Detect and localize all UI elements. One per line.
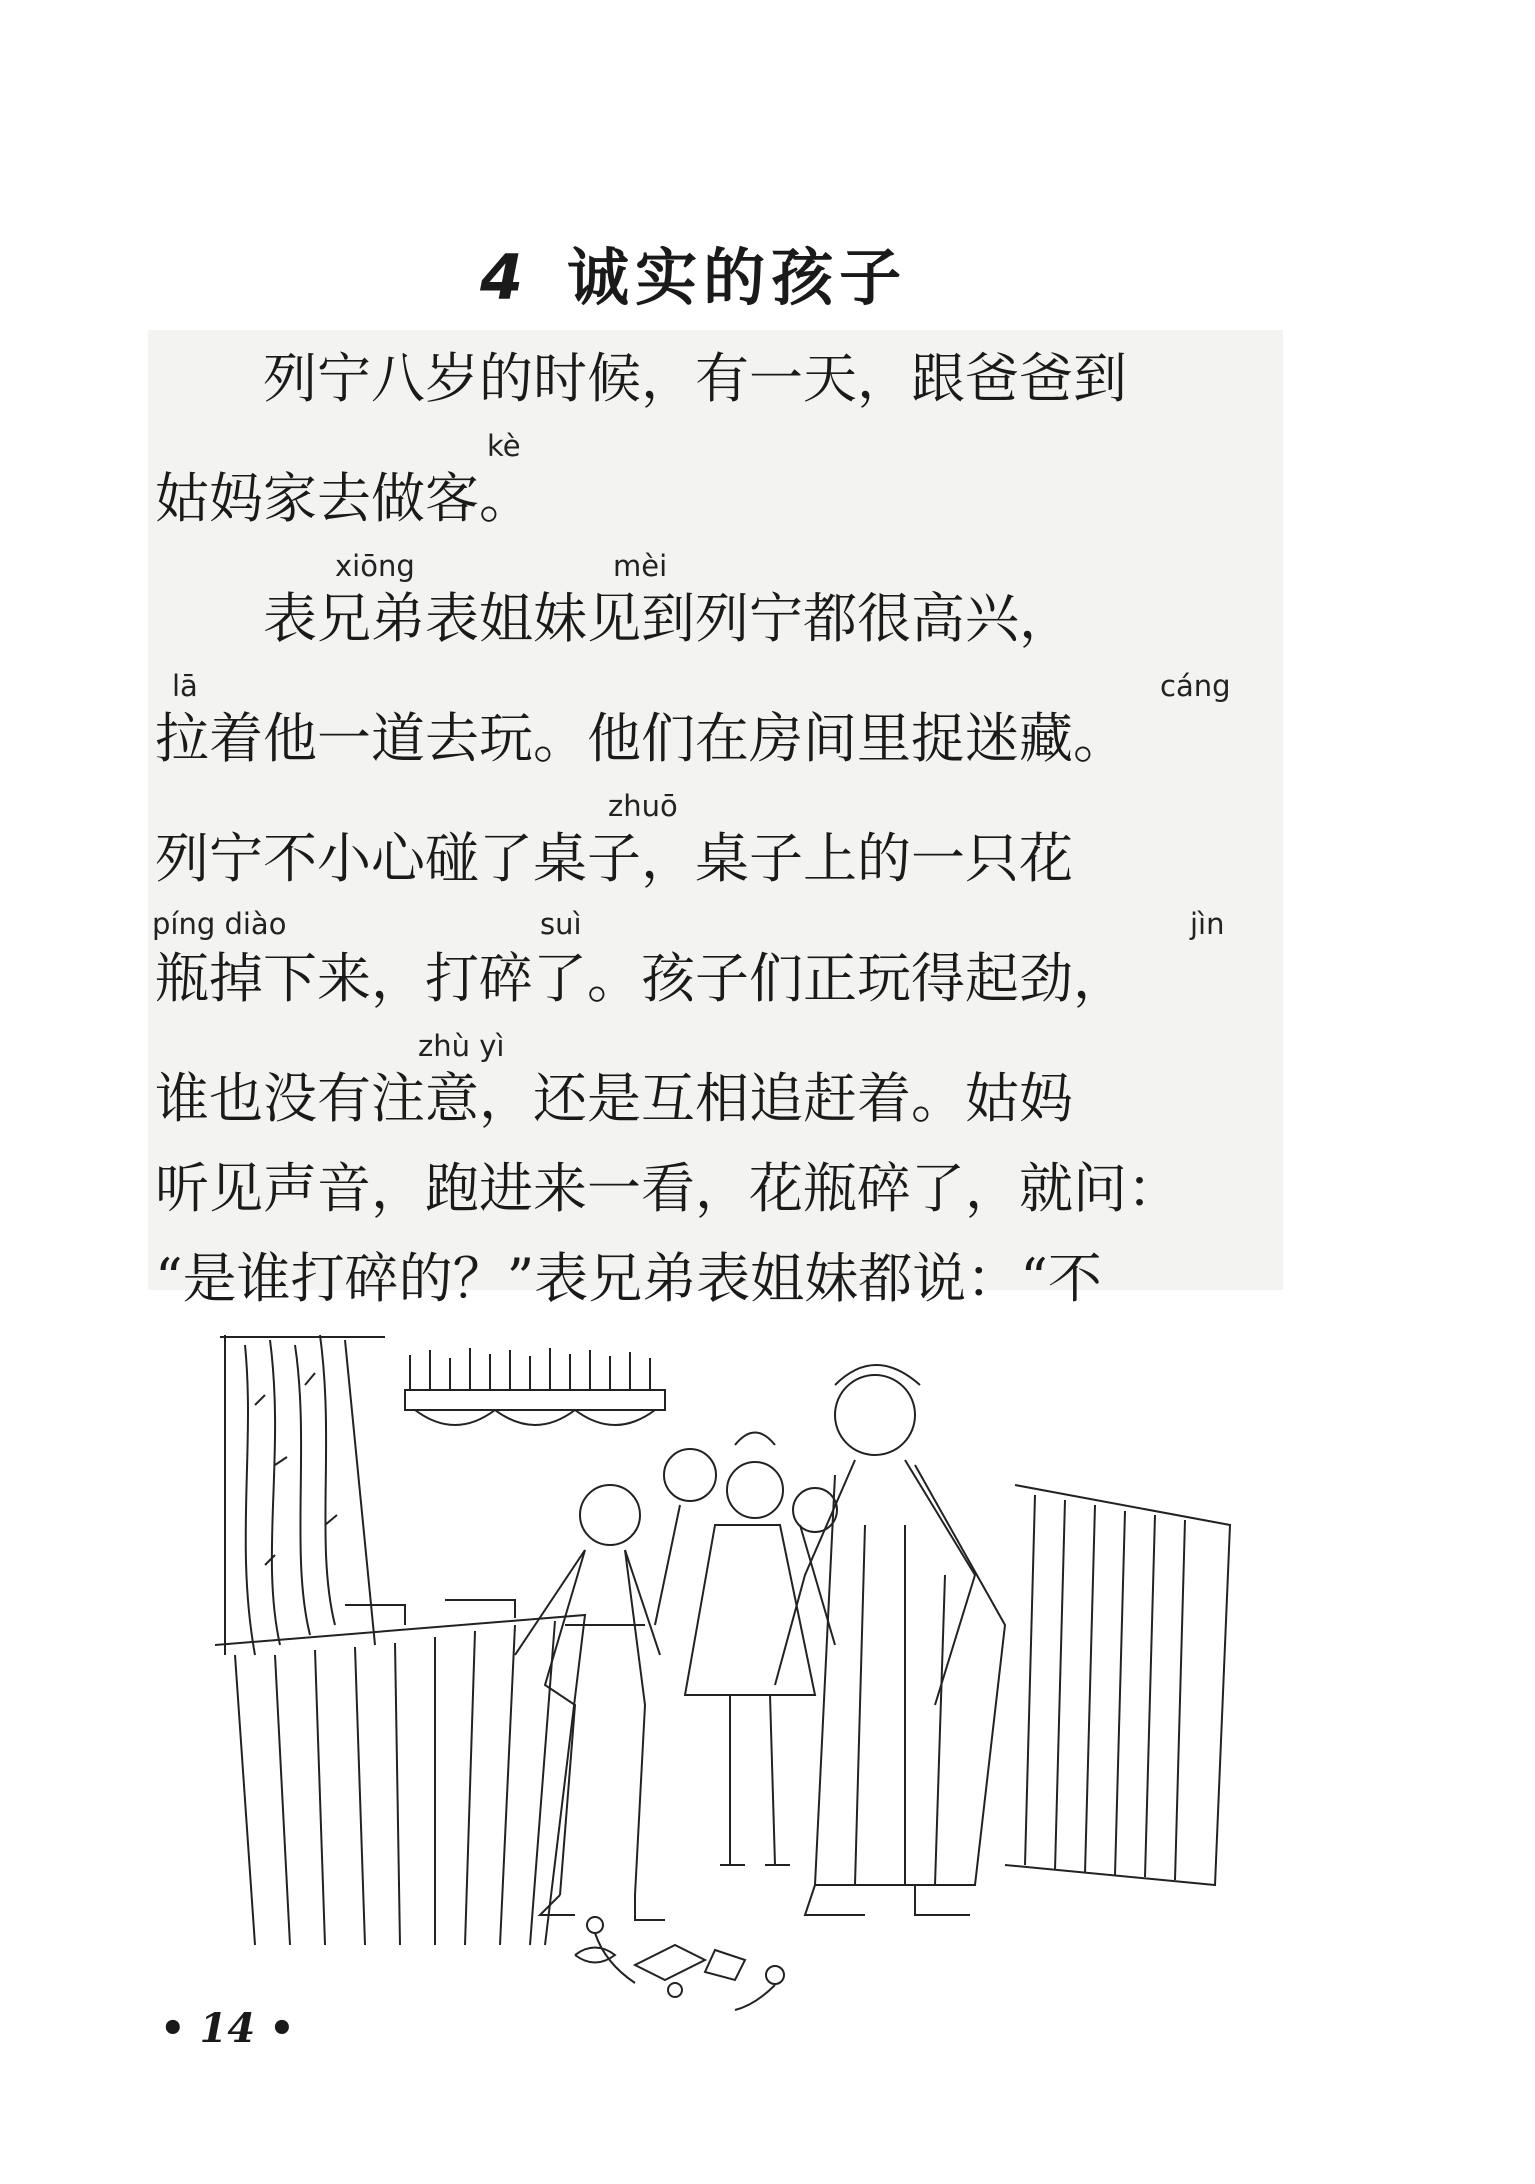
- text-line-3: 表兄弟表姐妹见到列宁都很高兴，: [155, 587, 1073, 650]
- text-line-1: 列宁八岁的时候，有一天，跟爸爸到: [155, 347, 1127, 410]
- text-line-2: 姑妈家去做客。: [155, 467, 533, 530]
- lesson-title-text: 诚实的孩子: [567, 241, 908, 314]
- pinyin-zhuo: zhuō: [608, 789, 678, 823]
- text-line-9: “是谁打碎的？”表兄弟表姐妹都说：“不: [155, 1247, 1102, 1310]
- text-line-7: 谁也没有注意，还是互相追赶着。姑妈: [155, 1067, 1073, 1130]
- pinyin-jin: jìn: [1190, 907, 1225, 941]
- pinyin-mei: mèi: [613, 549, 668, 583]
- pinyin-xiong: xiōng: [335, 549, 415, 583]
- girl-figures-drawing: [655, 1433, 837, 1866]
- text-line-8: 听见声音，跑进来一看，花瓶碎了，就问：: [155, 1157, 1181, 1220]
- bookcase-drawing: [1005, 1485, 1230, 1885]
- wall-shelf-drawing: [405, 1348, 665, 1425]
- broken-vase-drawing: [575, 1917, 784, 2010]
- pinyin-cang: cáng: [1160, 669, 1231, 703]
- pinyin-la: lā: [172, 669, 198, 703]
- pinyin-zhu-yi: zhù yì: [418, 1029, 505, 1063]
- page-number: • 14 •: [160, 2005, 295, 2052]
- pinyin-sui: suì: [540, 907, 582, 941]
- lesson-title: [480, 228, 907, 318]
- text-line-5: 列宁不小心碰了桌子，桌子上的一只花: [155, 827, 1073, 890]
- curtain-drawing: [220, 1335, 385, 1655]
- text-line-4: 拉着他一道去玩。他们在房间里捉迷藏。: [155, 707, 1127, 770]
- lesson-number: 4: [480, 241, 530, 314]
- pinyin-ping-diao: píng diào: [152, 907, 287, 941]
- aunt-figure-drawing: [775, 1365, 1005, 1915]
- text-line-6: 瓶掉下来，打碎了。孩子们正玩得起劲，: [155, 947, 1127, 1010]
- pinyin-ke: kè: [487, 429, 521, 463]
- story-illustration: [215, 1325, 1250, 2025]
- table-drawing: [215, 1600, 585, 1945]
